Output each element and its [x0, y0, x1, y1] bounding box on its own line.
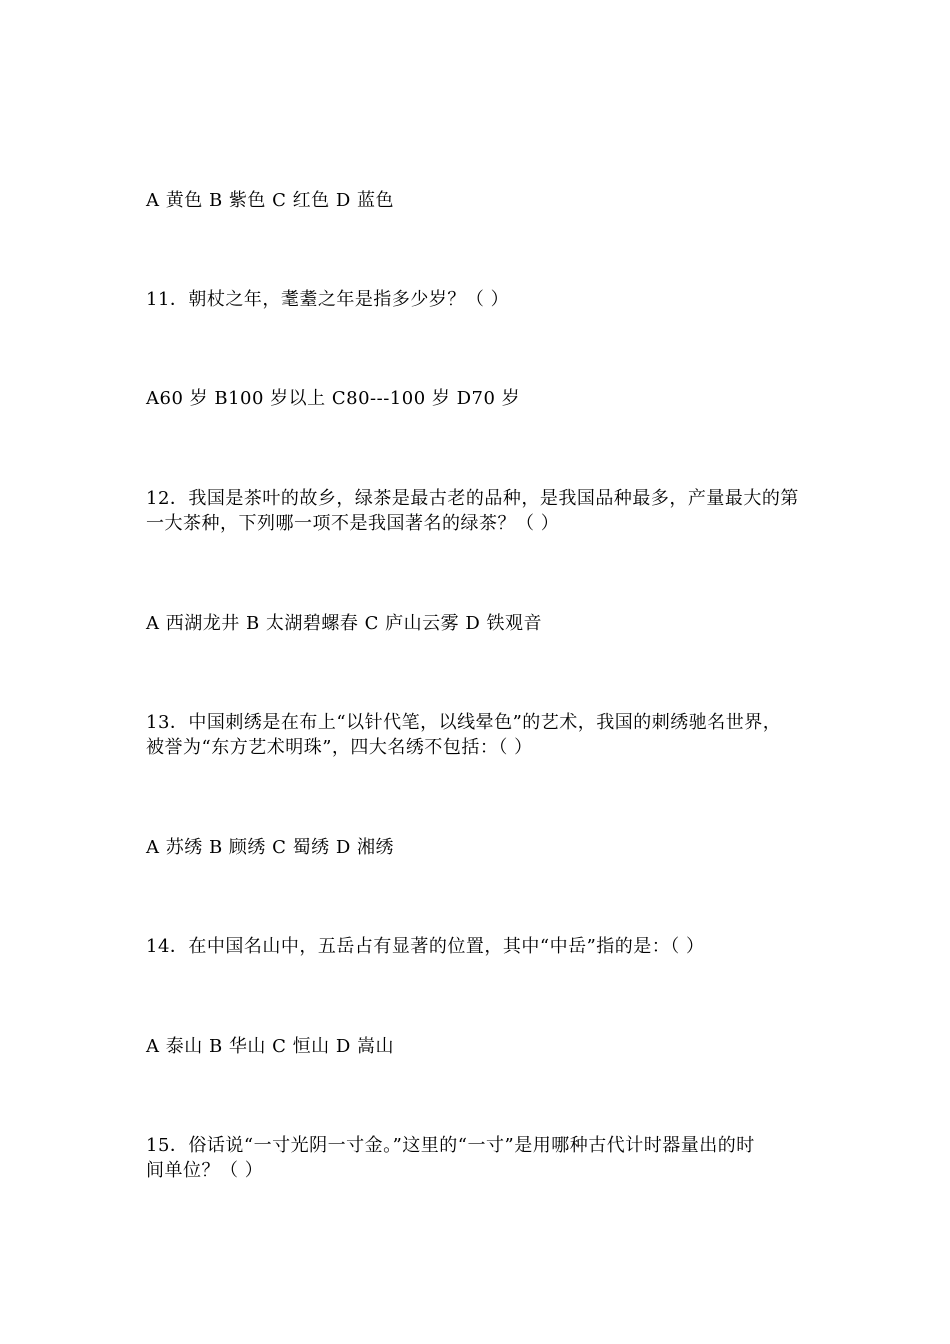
answer-options-13: A 苏绣 B 顾绣 C 蜀绣 D 湘绣	[146, 837, 394, 858]
question-15-line-2: 间单位？（ ）	[146, 1160, 264, 1181]
question-12-line-2: 一大茶种，下列哪一项不是我国著名的绿茶？（ ）	[146, 513, 560, 534]
question-14: 14．在中国名山中，五岳占有显著的位置，其中“中岳”指的是：（ ）	[146, 936, 705, 957]
answer-options-10: A 黄色 B 紫色 C 红色 D 蓝色	[146, 190, 394, 211]
answer-options-12: A 西湖龙井 B 太湖碧螺春 C 庐山云雾 D 铁观音	[146, 613, 542, 634]
answer-options-11: A60 岁 B100 岁以上 C80---100 岁 D70 岁	[146, 388, 521, 409]
question-12-line-1: 12．我国是茶叶的故乡，绿茶是最古老的品种，是我国品种最多，产量最大的第	[146, 488, 799, 509]
question-15-line-1: 15．俗话说“一寸光阴一寸金。”这里的“一寸”是用哪种古代计时器量出的时	[146, 1135, 755, 1156]
answer-options-14: A 泰山 B 华山 C 恒山 D 嵩山	[146, 1036, 394, 1057]
question-13-line-2: 被誉为“东方艺术明珠”，四大名绣不包括：（ ）	[146, 737, 533, 758]
question-13-line-1: 13．中国刺绣是在布上“以针代笔，以线晕色”的艺术，我国的刺绣驰名世界，	[146, 712, 782, 733]
question-11: 11．朝杖之年，耄耋之年是指多少岁？（ ）	[146, 289, 510, 310]
